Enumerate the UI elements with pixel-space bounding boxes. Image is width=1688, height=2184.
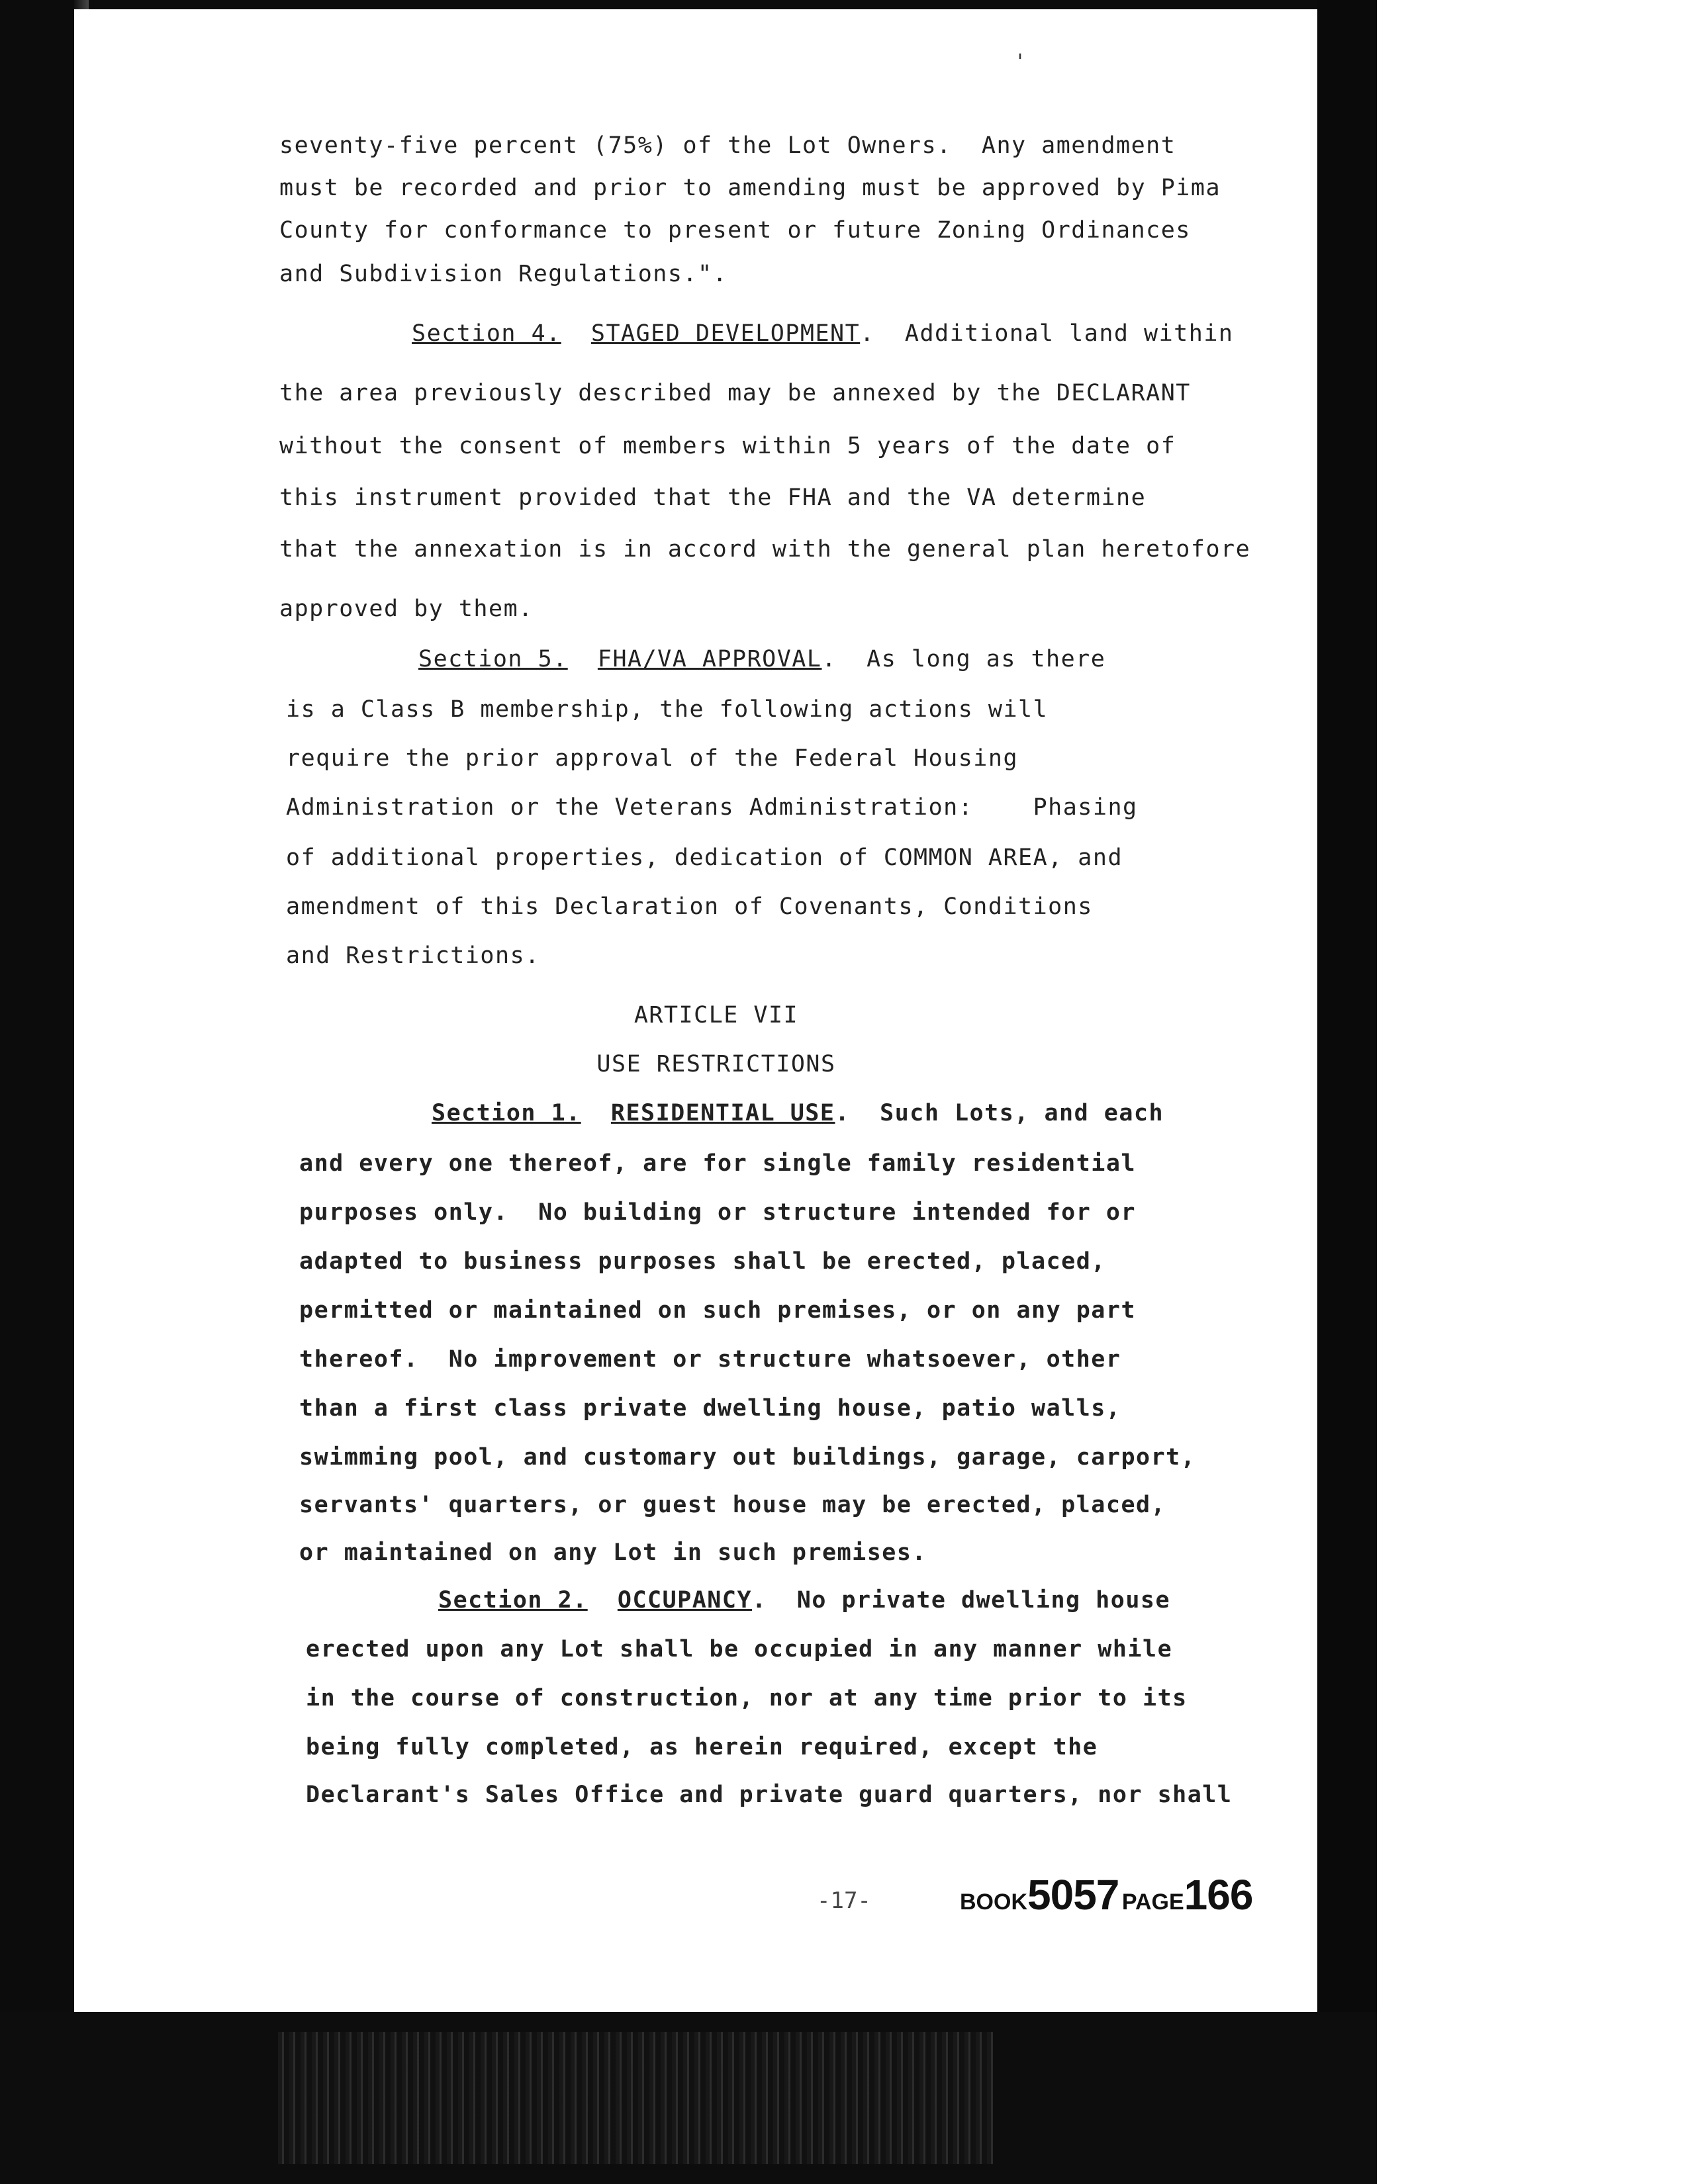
text-line: and Subdivision Regulations.". — [279, 261, 728, 287]
top-mark: ' — [1014, 50, 1027, 73]
text-line: adapted to business purposes shall be erected, placed, — [299, 1248, 1106, 1275]
section-first-line: . Additional land within — [860, 320, 1234, 347]
book-page-stamp — [960, 1870, 1252, 1919]
article-number: ARTICLE VII — [633, 1002, 799, 1028]
text-line: or maintained on any Lot in such premises. — [299, 1539, 927, 1566]
book-number: 5057 — [1027, 1871, 1119, 1919]
text-line: require the prior approval of the Federal Housing — [286, 745, 1019, 772]
text-line: servants' quarters, or guest house may be erected, placed, — [299, 1492, 1166, 1518]
text-line: is a Class B membership, the following actions will — [286, 696, 1049, 723]
text-line: Declarant's Sales Office and private guard quarters, nor shall — [306, 1782, 1233, 1808]
text-line: and every one thereof, are for single family residential — [299, 1150, 1137, 1177]
text-line: erected upon any Lot shall be occupied in any manner while — [306, 1636, 1173, 1662]
text-line: permitted or maintained on such premises, or on any part — [299, 1297, 1137, 1324]
text-line: that the annexation is in accord with the general plan heretofore — [279, 536, 1251, 563]
section-label: Section 5. — [418, 646, 568, 672]
section-heading — [418, 646, 1105, 672]
section-title: FHA/VA APPROVAL — [597, 646, 822, 672]
scan-border-right — [1317, 0, 1377, 2184]
section-first-line: . Such Lots, and each — [835, 1100, 1164, 1126]
text-line: purposes only. No building or structure intended for or — [299, 1199, 1137, 1226]
page-number: -17- — [817, 1888, 871, 1914]
text-line: County for conformance to present or future Zoning Ordinances — [279, 217, 1191, 244]
text-line: swimming pool, and customary out buildings, garage, carport, — [299, 1444, 1196, 1471]
section-label: Section 4. — [412, 320, 561, 347]
text-line: this instrument provided that the FHA and the VA determine — [279, 484, 1147, 511]
page-prefix: PAGE — [1121, 1889, 1184, 1915]
section-title: RESIDENTIAL USE — [610, 1100, 835, 1126]
text-line: and Restrictions. — [286, 942, 540, 969]
text-line: approved by them. — [279, 596, 534, 622]
scan-border-left — [0, 0, 74, 2184]
page-value: 166 — [1184, 1871, 1253, 1919]
text-line: being fully completed, as herein required, except the — [306, 1734, 1098, 1760]
text-line: of additional properties, dedication of COMMON AREA, and — [286, 844, 1123, 871]
text-line: thereof. No improvement or structure whatsoever, other — [299, 1346, 1121, 1373]
text-line: must be recorded and prior to amending must be approved by Pima — [279, 175, 1221, 201]
text-line: seventy-five percent (75%) of the Lot Owners. Any amendment — [279, 132, 1176, 159]
section-heading — [412, 320, 1233, 347]
scan-margin-right — [1377, 0, 1688, 2184]
text-line: amendment of this Declaration of Covenants, Conditions — [286, 893, 1093, 920]
book-prefix: BOOK — [960, 1889, 1027, 1915]
text-line: the area previously described may be annexed by the DECLARANT — [279, 380, 1191, 406]
section-title: OCCUPANCY — [617, 1587, 753, 1614]
section-label: Section 1. — [432, 1100, 581, 1126]
section-label: Section 2. — [438, 1587, 588, 1614]
text-line: Administration or the Veterans Administration: Phasing — [286, 794, 1138, 821]
document-page — [74, 9, 1317, 2012]
scan-border-top — [0, 0, 1377, 9]
section-first-line: . As long as there — [821, 646, 1106, 672]
scan-noise-bottom — [278, 2032, 993, 2164]
section-first-line: . No private dwelling house — [752, 1587, 1171, 1614]
text-line: than a first class private dwelling house, patio walls, — [299, 1395, 1121, 1422]
section-heading — [438, 1587, 1170, 1614]
text-line: in the course of construction, nor at any time prior to its — [306, 1685, 1188, 1711]
article-title: USE RESTRICTIONS — [596, 1051, 836, 1077]
section-title: STAGED DEVELOPMENT — [590, 320, 861, 347]
section-heading — [432, 1100, 1164, 1126]
text-line: without the consent of members within 5 years of the date of — [279, 433, 1176, 459]
